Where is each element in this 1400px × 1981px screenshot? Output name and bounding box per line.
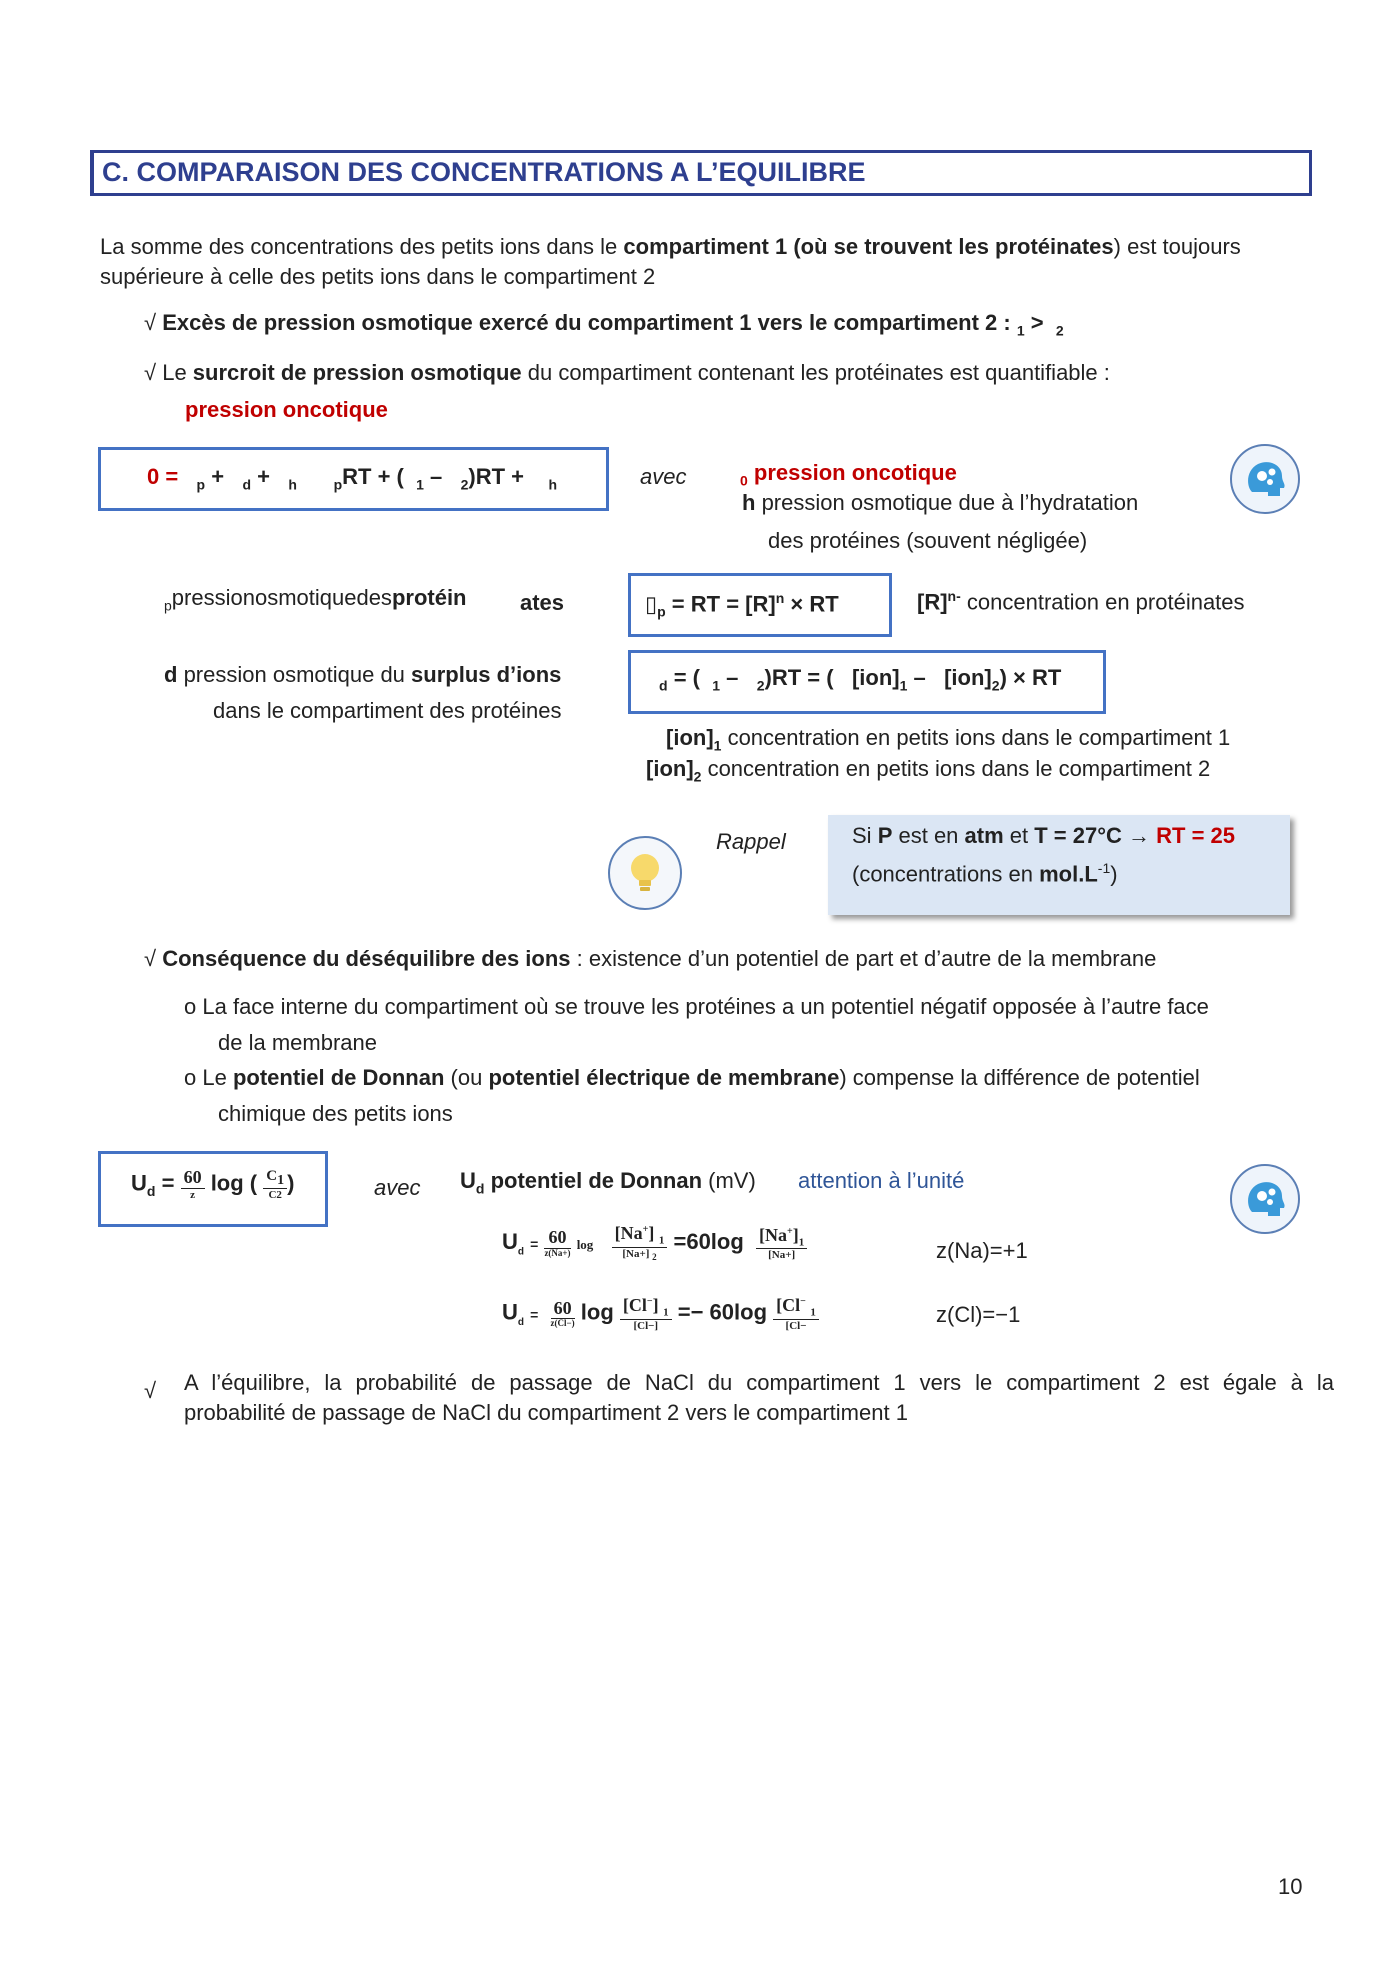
formula-donnan-box [98,1151,328,1227]
rappel-label: Rappel [716,829,786,854]
lightbulb-icon [608,836,682,910]
intro-line-1: La somme des concentrations des petits ions dans le compartiment 1 (où se trouvent les protéinates) est toujours [100,234,1241,259]
check-icon: √ [144,310,157,335]
def-surplus-2: dans le compartiment des protéines [213,698,562,723]
page-number: 10 [1278,1874,1303,1899]
bullet-4-check [144,1378,156,1404]
equation-cl: $U_d$ = $\frac{60}{z(Cl-)}$ log $\frac{[Cl^-] _1}{[Cl-]}$ =− 60log $\frac{[Cl^- _1}{[Cl-}$ [502,1296,819,1332]
bullet-2: √ Le surcroit de pression osmotique du compartiment contenant les protéinates est quantifiable : [144,360,1110,385]
brain-gear-icon [1230,1164,1300,1234]
formula-proteines: $▯_p$ = RT = $[R]^n$ × RT [645,590,839,620]
rappel-line-2: (concentrations en $mol.L^{-1}$) [852,860,1118,887]
formula-surplus: $_d$ = ( $_1$ – $_2$)RT = ( $[ion]_1$ – $[ion]_2$) × RT [659,665,1062,694]
intro-line-2: supérieure à celle des petits ions dans le compartiment 2 [100,264,656,289]
avec-label-2: avec [374,1175,421,1200]
brain-gear-icon [1230,444,1300,514]
def-proteines-suffix: ates [520,590,565,615]
fraction-na-log: $\frac{[Na^+]_1}{[Na+]}$ [756,1226,807,1262]
fraction-na-1-2: $\frac{[Na^+] _1}{[Na+] _2}$ [612,1224,668,1263]
z-na: z(Na)=+1 [936,1238,1028,1263]
formula-surplus-box [628,650,1106,714]
sub-point-2: o Le potentiel de Donnan (ou potentiel électrique de membrane) compense la différence de potentiel [184,1065,1200,1090]
bullet-3: √ Conséquence du déséquilibre des ions : existence d’un potentiel de part et d’autre de la membrane [144,946,1157,971]
sub-point-1: o La face interne du compartiment où se trouve les protéines a un potentiel négatif opposée à l’autre face [184,994,1209,1019]
formula-oncotique: 0 = $_p$ + $_d$ + $_h$ $_p$RT + ( $_1$ – $_2$)RT + $_h$ [147,464,558,493]
sub-point-1-line-2: de la membrane [218,1030,377,1055]
def-oncotique: $_0$ pression oncotique [740,460,957,489]
def-R: $[R]^{n-}$ concentration en protéinates [917,588,1245,615]
fraction-60-z: $\frac{60}{z}$ [181,1168,205,1201]
def-surplus: d pression osmotique du surplus d’ions [164,662,562,687]
formula-donnan: $U_d$ = $\frac{60}{z}$ log ( $\frac{C_1}{C2}$ ) [131,1167,295,1202]
fraction-cl-log: $\frac{[Cl^- _1}{[Cl-}$ [773,1296,819,1332]
formula-oncotique-box [98,447,609,511]
section-title-box [90,150,1312,196]
def-donnan: $U_d$ potentiel de Donnan (mV) [460,1168,756,1197]
equation-na: $U_d$ = $\frac{60}{z(Na+)}$ log $\frac{[Na^+] _1}{[Na+] _2}$ =60log $\frac{[Na^+]_1}{[Na+]}$ [502,1224,807,1263]
pression-oncotique-label: pression oncotique [185,397,388,422]
rappel-box [828,815,1290,915]
bullet-4-line-2: probabilité de passage de NaCl du compartiment 2 vers le compartiment 1 [184,1400,908,1425]
def-ion-1: $[ion]_1$ concentration en petits ions dans le compartiment 1 [666,725,1231,754]
formula-proteines-box [628,573,892,637]
check-icon: √ [144,360,157,385]
fraction-c1-c2: $\frac{C_1}{C2}$ [263,1168,287,1201]
check-icon: √ [144,946,157,971]
def-proteines: $_p$pressionosmotiquedesprotéin [164,585,467,614]
z-cl: z(Cl)=−1 [936,1302,1021,1327]
def-hydratation-2: des protéines (souvent négligée) [768,528,1088,553]
section-title: C. COMPARAISON DES CONCENTRATIONS A L’EQUILIBRE [102,157,866,187]
check-icon: √ [144,1378,157,1403]
sub-point-2-line-2: chimique des petits ions [218,1101,453,1126]
def-hydratation: h pression osmotique due à l’hydratation [742,490,1139,515]
fraction-60-zcl: $\frac{60}{z(Cl-)}$ [550,1297,575,1329]
fraction-60-zna: $\frac{60}{z(Na+)}$ [544,1227,571,1258]
donnan-unit-note: attention à l’unité [798,1168,965,1193]
def-ion-2: $[ion]_2$ concentration en petits ions dans le compartiment 2 [646,756,1211,785]
avec-label-1: avec [640,464,687,489]
bullet-4-line-1: A l’équilibre, la probabilité de passage de NaCl du compartiment 1 vers le compartiment 2 est égale à la [184,1370,1334,1395]
bullet-1: √ Excès de pression osmotique exercé du compartiment 1 vers le compartiment 2 : $_1$ > $_2$ [144,310,1064,339]
rappel-line-1: Si P est en atm et T = 27°C → RT = 25 [852,823,1236,848]
fraction-cl-1-2: $\frac{[Cl^-] _1}{[Cl-]}$ [620,1296,672,1332]
